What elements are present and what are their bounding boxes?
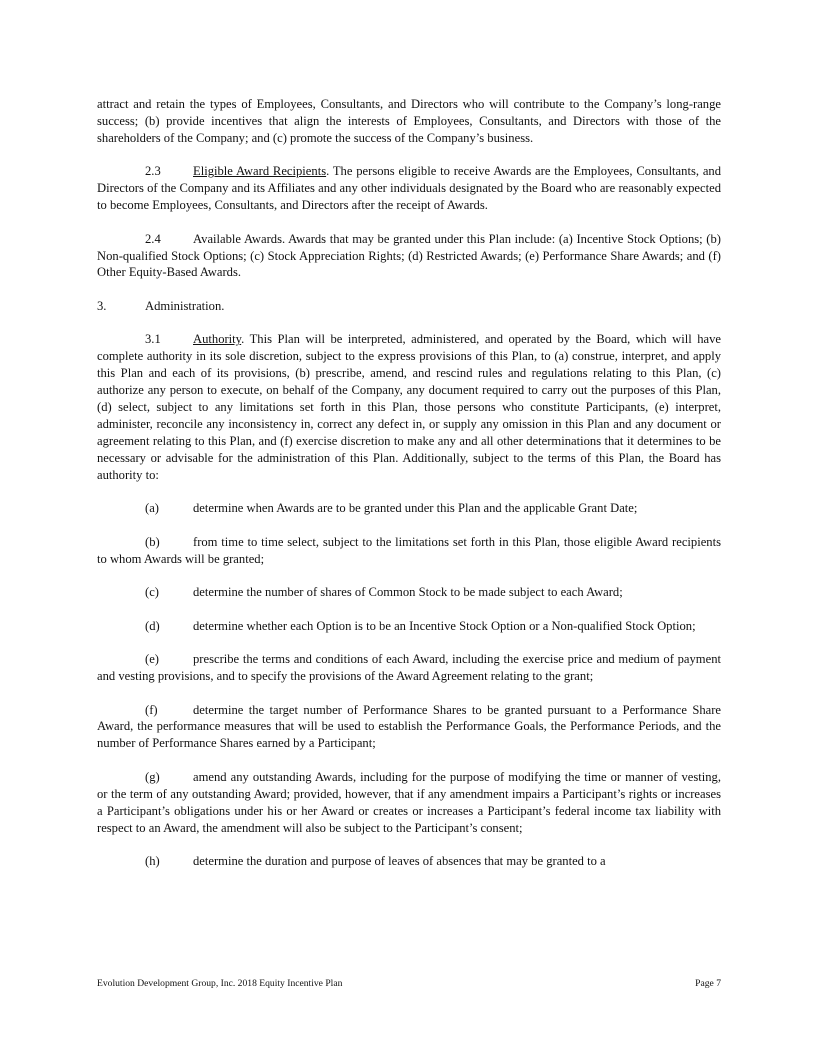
list-item — [97, 853, 721, 870]
list-item — [97, 534, 721, 568]
item-text: from time to time select, subject to the limitations set forth in this Plan, those eligible Award recipients to whom Awards will be granted; — [97, 534, 721, 566]
section-title: Eligible Award Recipients — [193, 164, 327, 179]
item-text: determine the target number of Performance Shares to be granted pursuant to a Performance Share Award, the performance measures that will be used to establish the Performance Goals, the Performance Periods, and the number of Performance Shares earned by a Participant; — [97, 702, 721, 751]
intro-text: attract and retain the types of Employees, Consultants, and Directors who will contribute to the Company’s long-range success; (b) provide incentives that align the interests of Employees, Consultants, and Directors with those of the shareholders of the Company; and (c) promote the success of the Company’s business. — [97, 97, 721, 145]
item-number: (a) — [145, 501, 159, 516]
section-number: 3.1 — [145, 332, 161, 347]
item-number: (h) — [145, 854, 160, 869]
item-text: determine when Awards are to be granted under this Plan and the applicable Grant Date; — [193, 501, 638, 516]
page-footer — [97, 978, 721, 989]
item-text: amend any outstanding Awards, including for the purpose of modifying the time or manner of vesting, or the term of any outstanding Award; provided, however, that if any amendment impairs a Participant’s rights or increases a Participant’s obligations under his or her Award or creates or increases a Participant’s federal income tax liability with respect to an Award, the amendment will also be subject to the Participant’s consent; — [97, 769, 721, 835]
intro-paragraph — [97, 96, 721, 147]
document-body — [97, 96, 721, 887]
item-number: (f) — [145, 702, 158, 717]
list-item — [97, 618, 721, 635]
section-title: Authority — [193, 332, 242, 347]
item-number: (e) — [145, 652, 159, 667]
section-number: 2.3 — [145, 164, 161, 179]
section-title: Administration. — [145, 298, 225, 313]
section-2-3 — [97, 163, 721, 214]
section-text: . The persons eligible to receive Awards are the Employees, Consultants, and Directors of the Company and its Affiliates and any other individuals designated by the Board who are reasonably expected to become Employees, Consultants, and Directors after the receipt of Awards. — [97, 164, 721, 213]
section-3-1 — [97, 331, 721, 483]
list-item — [97, 702, 721, 753]
item-text: determine the duration and purpose of leaves of absences that may be granted to a — [193, 854, 606, 869]
section-number: 2.4 — [145, 231, 161, 246]
item-number: (g) — [145, 769, 160, 784]
section-2-4 — [97, 231, 721, 282]
item-number: (b) — [145, 534, 160, 549]
item-text: determine whether each Option is to be an Incentive Stock Option or a Non-qualified Stock Option; — [193, 618, 696, 633]
page-number: Page 7 — [695, 978, 721, 989]
section-text: . This Plan will be interpreted, administered, and operated by the Board, which will have complete authority in its sole discretion, subject to the express provisions of this Plan, to (a) construe, interpret, and apply this Plan and each of its provisions, (b) prescribe, amend, and rescind rules and regulations relating to this Plan, (c) authorize any person to execute, on behalf of the Company, any document required to carry out the purposes of this Plan, (d) select, subject to any limitations set forth in this Plan, those persons who constitute Participants, (e) interpret, administer, reconcile any inconsistency in, correct any defect in, or supply any omission in this Plan and any document or agreement relating to this Plan, and (f) exercise discretion to make any and all other determinations that it determines to be necessary or advisable for the administration of this Plan. Additionally, subject to the terms of this Plan, the Board has authority to: — [97, 332, 721, 482]
item-number: (c) — [145, 585, 159, 600]
list-item — [97, 769, 721, 837]
item-text: prescribe the terms and conditions of each Award, including the exercise price and medium of payment and vesting provisions, and to specify the provisions of the Award Agreement relating to the grant; — [97, 652, 721, 683]
section-text: Available Awards. Awards that may be granted under this Plan include: (a) Incentive Stock Options; (b) Non-qualified Stock Options; (c) Stock Appreciation Rights; (d) Restricted Awards; (e) Performance Share Awards; and (f) Other Equity-Based Awards. — [97, 231, 721, 280]
list-item — [97, 651, 721, 685]
footer-document-title: Evolution Development Group, Inc. 2018 Equity Incentive Plan — [97, 978, 343, 989]
list-item — [97, 500, 721, 517]
item-text: determine the number of shares of Common Stock to be made subject to each Award; — [193, 585, 623, 600]
section-number: 3. — [97, 298, 107, 313]
section-3-heading — [97, 298, 721, 315]
item-number: (d) — [145, 618, 160, 633]
list-item — [97, 584, 721, 601]
